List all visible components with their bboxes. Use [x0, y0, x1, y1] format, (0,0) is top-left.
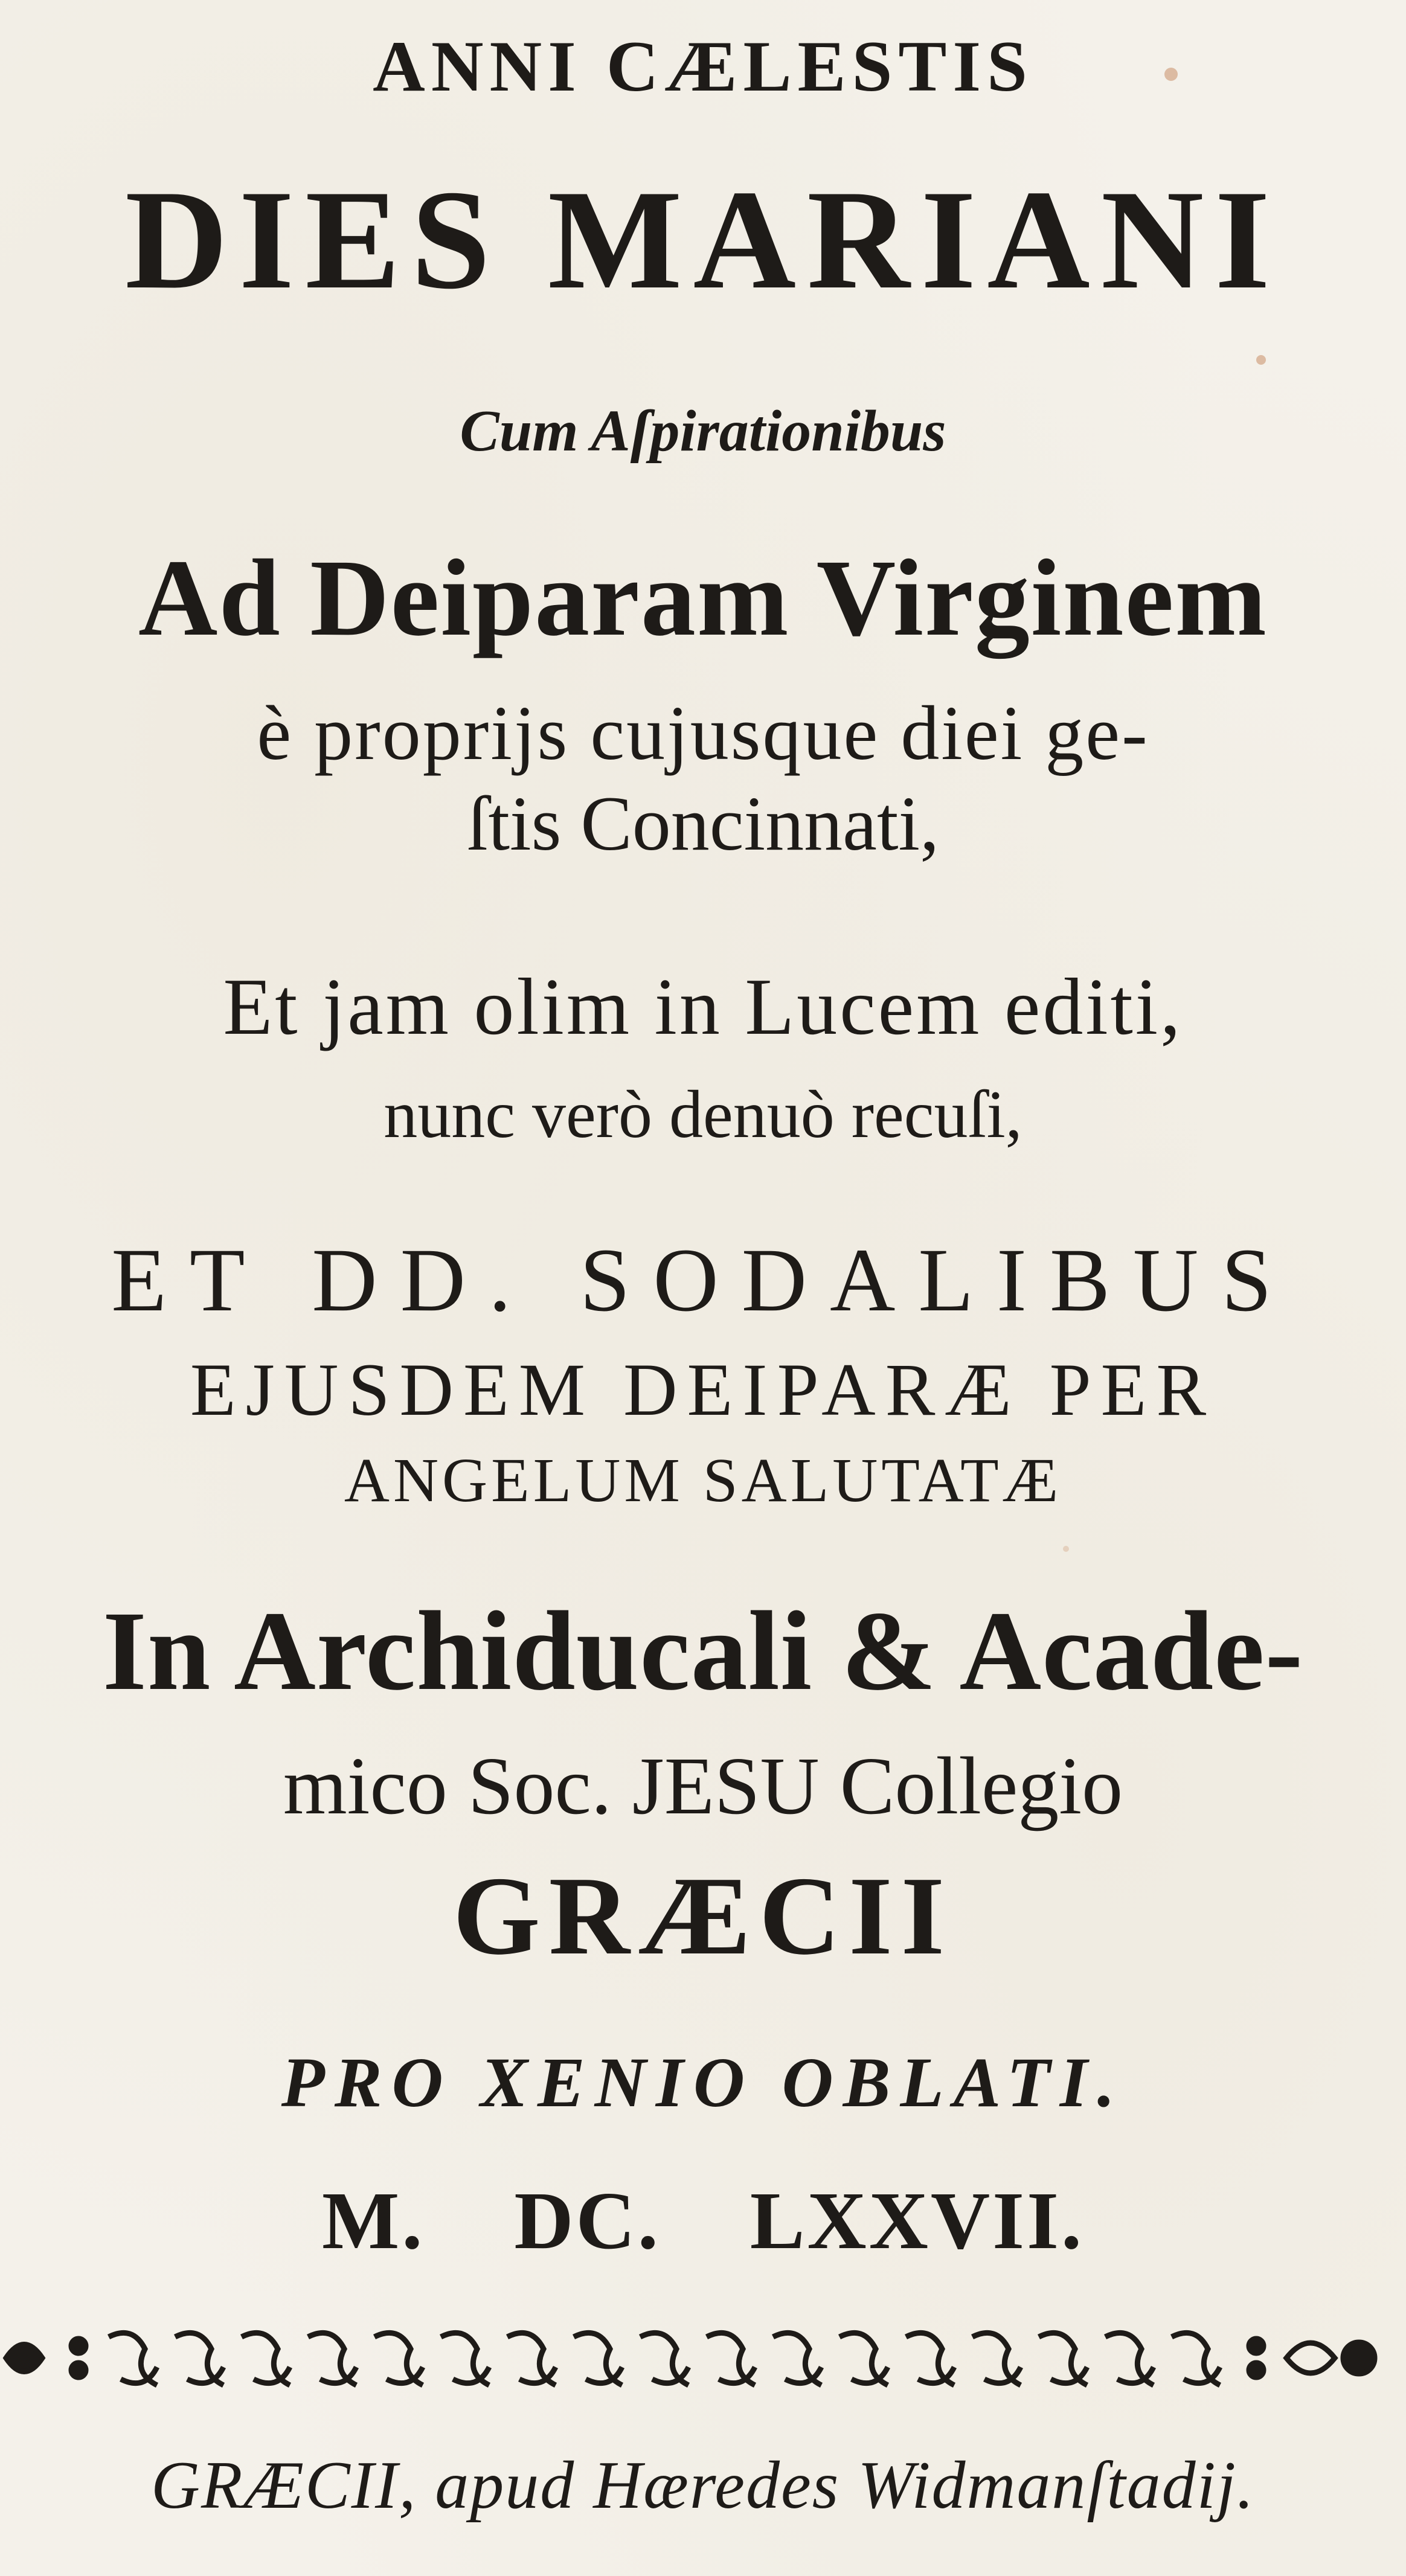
line-angelum-salutatae: ANGELUM SALUTATÆ — [344, 1446, 1062, 1515]
line-mico-soc-jesu: mico Soc. JESU Collegio — [283, 1741, 1123, 1831]
foxing-spot — [1063, 1546, 1069, 1552]
line-dies-mariani: DIES MARIANI — [124, 161, 1282, 319]
line-ad-deiparam: Ad Deiparam Virginem — [138, 537, 1268, 659]
line-stis-concinnati: ſtis Concinnati, — [466, 781, 940, 867]
line-et-jam-olim: Et jam olim in Lucem editi, — [223, 962, 1183, 1051]
imprint: GRÆCII, apud Hæredes Widmanſtadij. — [151, 2448, 1255, 2523]
foxing-spot — [1256, 355, 1266, 365]
line-pro-xenio-oblati: PRO XENIO OBLATI. — [281, 2043, 1125, 2122]
line-graecii: GRÆCII — [452, 1854, 954, 1978]
line-nunc-vero: nunc verò denuò recuſi, — [384, 1077, 1022, 1152]
line-ejusdem-deiparae: EJUSDEM DEIPARÆ PER — [190, 1348, 1216, 1431]
foxing-spot — [1164, 68, 1178, 81]
line-anni-caelestis: ANNI CÆLESTIS — [373, 26, 1033, 106]
line-et-dd-sodalibus: ET DD. SODALIBUS — [111, 1230, 1295, 1330]
line-cum-aspirationibus: Cum Aſpirationibus — [460, 399, 946, 464]
line-date-roman: M. DC. LXXVII. — [322, 2176, 1084, 2266]
line-e-proprijs: è proprijs cujusque diei ge- — [257, 690, 1149, 776]
ornamental-border — [0, 2319, 1406, 2397]
line-in-archiducali: In Archiducali & Acade- — [102, 1588, 1304, 1714]
